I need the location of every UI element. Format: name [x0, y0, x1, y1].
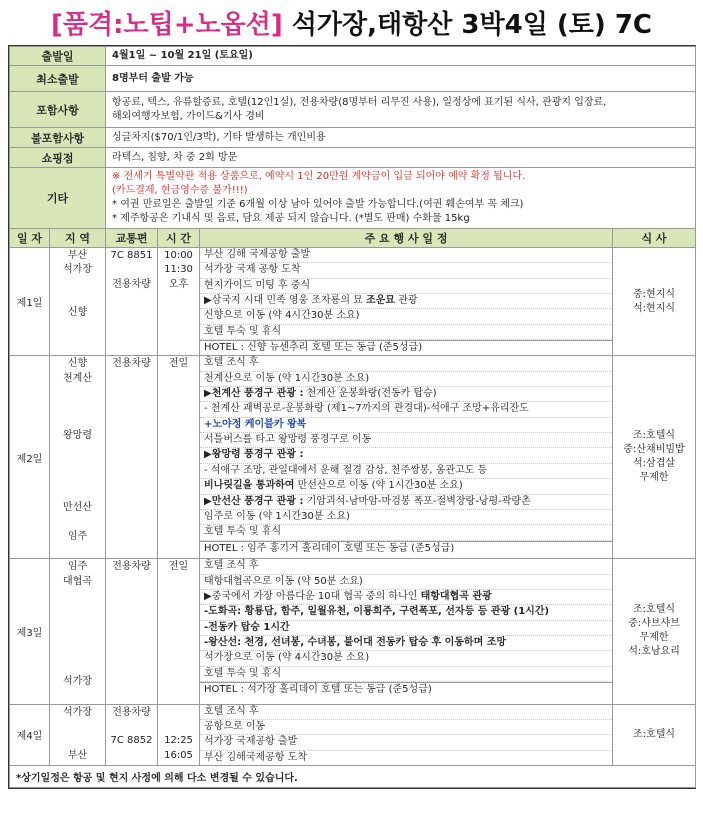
info-line: * 여권 만료일은 출발일 기준 6개월 이상 남아 있어야 출발 가능합니다.(여권 훼손여부 꼭 체크) — [112, 199, 524, 210]
day-region-line: 임주 — [67, 530, 88, 542]
info-line: 라텍스, 침향, 차 중 2회 방문 — [112, 151, 238, 163]
schedule-text: 서틀버스를 타고 왕망령 풍경구로 이동 — [204, 434, 372, 446]
day-region-line: 석가장 — [63, 706, 92, 718]
schedule-line — [200, 667, 612, 682]
day-region-line — [50, 632, 105, 646]
day-meals — [613, 248, 696, 356]
day-time-line: 전일 — [168, 561, 189, 573]
schedule-line — [200, 294, 612, 309]
meal-line: 무제한 — [639, 472, 669, 484]
day-region-line — [50, 544, 105, 558]
day-transport-line — [106, 263, 157, 277]
info-row — [10, 92, 696, 128]
schedule-text: 태항대협곡으로 이동 (약 50분 소요) — [204, 575, 363, 587]
day-transport-line — [106, 306, 157, 320]
schedule-text: 만선산 풍경구 관광 : — [211, 495, 304, 507]
day-label: 제1일 — [10, 248, 50, 356]
schedule-text: 임주로 이동 (약 1시간30분 소요) — [204, 510, 350, 522]
schedule-text: ▶ — [204, 388, 212, 400]
schedule-text: ▶삼국지 시대 민족 영웅 조자룡의 묘 — [204, 295, 367, 307]
info-value — [106, 128, 696, 148]
schedule-text: 관광 — [395, 295, 418, 307]
day-region-line: 부산 — [67, 749, 88, 761]
day-region-line — [50, 335, 105, 349]
schedule-text: 석가장 국제 공항 도착 — [204, 264, 301, 276]
schedule-text: 석가장으로 이동 (약 4시간30분 소요) — [204, 652, 370, 664]
day-region-line — [50, 661, 105, 675]
day-meals — [613, 704, 696, 765]
info-line: * 제주항공은 기내식 및 음료, 담요 제공 되지 않습니다. (*별도 판매) 수화물 15kg — [112, 213, 470, 224]
day-region-line — [50, 278, 105, 292]
schedule-line — [200, 575, 612, 590]
schedule-line — [200, 495, 612, 510]
day-region-line — [50, 515, 105, 529]
schedule-text: 호텔 조식 후 — [204, 560, 259, 572]
day-transport-line: 전용차량 — [112, 358, 151, 370]
title-tag: [품격:노팁+노옵션] — [50, 10, 283, 40]
schedule-text: +노야정 케이블카 왕복 — [204, 418, 307, 430]
schedule-line — [200, 356, 612, 371]
schedule-line — [200, 510, 612, 525]
info-line: 8명부터 출발 가능 — [112, 72, 194, 84]
day-label: 제3일 — [10, 559, 50, 704]
day-time-line: 11:30 — [164, 264, 193, 276]
column-header: 식 사 — [613, 229, 696, 248]
day-transport-line — [106, 321, 157, 335]
schedule-line — [200, 309, 612, 324]
schedule-line — [200, 590, 612, 605]
day-transport-line: 7C 8852 — [110, 735, 153, 747]
info-row — [10, 128, 696, 148]
day-schedule — [200, 704, 613, 765]
meal-line: 조:호텔식 — [633, 430, 676, 442]
schedule-text: 조운묘 — [366, 295, 396, 307]
day-region — [50, 559, 106, 704]
day-region-line — [50, 321, 105, 335]
day-time — [158, 704, 200, 765]
day-time-line — [158, 335, 199, 349]
day-label: 제2일 — [10, 356, 50, 559]
day-label: 제4일 — [10, 704, 50, 765]
schedule-line — [200, 479, 612, 494]
schedule-line — [200, 448, 612, 463]
schedule-line — [200, 325, 612, 340]
meal-line: 중:현지식 — [633, 288, 676, 300]
schedule-line — [200, 621, 612, 636]
schedule-text: 공항으로 이동 — [204, 721, 266, 732]
day-transport-line — [106, 292, 157, 306]
schedule-line — [200, 418, 612, 433]
meal-line: 석:현지식 — [633, 302, 676, 314]
day-region-line — [50, 689, 105, 703]
schedule-text: 호텔 투숙 및 휴식 — [204, 667, 282, 679]
meal-line: 무제한 — [639, 632, 669, 644]
schedule-line — [200, 735, 612, 750]
hotel-line: HOTEL : 석가장 홀리데이 호텔 또는 동급 (준5성급) — [200, 682, 612, 697]
day-row — [10, 356, 696, 559]
schedule-text: - 석애구 조망, 관일대에서 운해 절경 감상, 천주쌍봉, 옹관고도 등 — [204, 464, 488, 476]
hotel-line: HOTEL : 신향 뉴센추리 호텔 또는 동급 (준5성급) — [200, 340, 612, 355]
day-time-line: 12:25 — [164, 735, 193, 747]
schedule-text: 호텔 조식 후 — [204, 357, 259, 369]
info-label: 최소출발 — [10, 66, 106, 92]
day-region-line — [50, 603, 105, 617]
schedule-text: 천계산으로 이동 (약 1시간30분 소요) — [204, 372, 370, 384]
meal-line: 중:샤브샤브 — [628, 618, 680, 630]
day-schedule — [200, 356, 613, 559]
schedule-line — [200, 751, 612, 765]
meal-line: 석:호남요리 — [628, 646, 680, 658]
day-transport-line: 전용차량 — [112, 706, 151, 718]
schedule-text: 천계산 운봉화랑(전동카 탑승) — [303, 388, 437, 400]
day-region-line — [50, 734, 105, 748]
day-region-line — [50, 618, 105, 632]
day-time-line — [158, 306, 199, 320]
day-row — [10, 559, 696, 704]
day-time-line — [158, 321, 199, 335]
column-header: 주 요 행 사 일 정 — [200, 229, 613, 248]
itinerary-table — [8, 45, 696, 789]
schedule-text: 현지가이드 미팅 후 중식 — [204, 279, 311, 291]
info-line: (카드결제, 현금영수증 불가!!!) — [112, 185, 248, 196]
day-time-line — [158, 292, 199, 306]
schedule-text: 비나릿길을 통과하여 — [204, 480, 295, 492]
info-label: 포함사항 — [10, 92, 106, 128]
day-meals — [613, 356, 696, 559]
day-time — [158, 248, 200, 356]
day-region — [50, 704, 106, 765]
info-label: 불포함사항 — [10, 128, 106, 148]
schedule-text: 호텔 투숙 및 휴식 — [204, 325, 282, 337]
meal-line: 석:삼겹살 — [633, 458, 676, 470]
day-schedule — [200, 559, 613, 704]
day-region-line — [50, 400, 105, 414]
schedule-text: ▶ — [204, 495, 212, 507]
info-label: 쇼핑점 — [10, 148, 106, 168]
day-region-line — [50, 443, 105, 457]
column-header: 지 역 — [50, 229, 106, 248]
title-main: 석가장,태항산 3박4일 (토) 7C — [282, 10, 652, 40]
day-transport — [106, 356, 158, 559]
schedule-line — [200, 433, 612, 448]
day-time-line — [158, 720, 199, 734]
schedule-line — [200, 651, 612, 666]
day-transport-line — [106, 720, 157, 734]
day-region-line: 임주 — [67, 561, 88, 573]
day-time-line: 10:00 — [164, 250, 193, 261]
day-region-line — [50, 472, 105, 486]
footer-row — [10, 766, 696, 788]
schedule-text: -왕산선: 천경, 선녀봉, 수녀봉, 불어대 전동카 탑승 후 이동하며 조망 — [204, 636, 507, 648]
schedule-text: ▶중국에서 가장 아름다운 10대 협곡 중의 하나인 — [204, 590, 421, 602]
schedule-text: 부산 김해국제공항 도착 — [204, 751, 307, 763]
day-transport — [106, 559, 158, 704]
schedule-text: -도화곡: 황룡담, 함주, 일월유천, 이룡희주, 구련폭포, 선자등 등 관광 (1시간) — [204, 606, 550, 618]
schedule-line — [200, 559, 612, 574]
day-region-line — [50, 415, 105, 429]
day-transport-line: 전용차량 — [112, 278, 151, 290]
meal-line: 조:호텔식 — [633, 728, 676, 740]
schedule-text: 왕망령 풍경구 관광 : — [211, 449, 304, 461]
day-region-line: 신향 — [67, 307, 88, 319]
info-row — [10, 66, 696, 92]
day-region-line: 대협곡 — [63, 575, 92, 587]
schedule-text: 호텔 조식 후 — [204, 705, 259, 717]
schedule-line — [200, 720, 612, 735]
info-label: 출발일 — [10, 47, 106, 66]
day-row — [10, 704, 696, 765]
day-region-line: 만선산 — [63, 501, 92, 513]
schedule-line — [200, 705, 612, 720]
info-line: 싱글차지($70/1인/3박), 기타 발생하는 개인비용 — [112, 131, 326, 143]
day-transport — [106, 248, 158, 356]
day-time — [158, 356, 200, 559]
day-region-line — [50, 292, 105, 306]
schedule-text: 만선산으로 이동 (약 1시간30분 소요) — [294, 480, 463, 492]
schedule-line — [200, 248, 612, 263]
day-transport-line — [106, 749, 157, 763]
day-schedule — [200, 248, 613, 356]
schedule-table — [9, 46, 696, 788]
schedule-text: 호텔 투숙 및 휴식 — [204, 526, 282, 538]
schedule-line — [200, 263, 612, 278]
schedule-text: -전동카 탑승 1시간 — [204, 621, 290, 633]
day-transport — [106, 704, 158, 765]
info-value — [106, 148, 696, 168]
day-region-line — [50, 589, 105, 603]
schedule-line — [200, 279, 612, 294]
info-row — [10, 148, 696, 168]
info-value — [106, 47, 696, 66]
day-region-line — [50, 458, 105, 472]
day-meals — [613, 559, 696, 704]
footer-note: *상기일정은 항공 및 현지 사정에 의해 다소 변경될 수 있습니다. — [10, 766, 696, 788]
schedule-line — [200, 464, 612, 479]
info-value — [106, 168, 696, 229]
day-region-line: 석가장 — [63, 264, 92, 276]
info-label: 기타 — [10, 168, 106, 229]
info-line: ※ 전세기 특별약관 적용 상품으로, 예약시 1인 20만원 계약금이 입금 되어야 예약 확정 됩니다. — [112, 171, 526, 182]
schedule-text: 기암괴석-남마암-마검봉 폭포-절벽장랑-낭평-곽량촌 — [303, 495, 531, 507]
day-time-line: 오후 — [168, 278, 189, 290]
info-line: 4월1일 ~ 10월 21일 (토요일) — [112, 50, 253, 61]
day-region-line: 천계산 — [63, 372, 92, 384]
day-transport-line: 7C 8851 — [110, 250, 153, 261]
hotel-line: HOTEL : 임주 홍기거 홀리데이 호텔 또는 동급 (준5성급) — [200, 541, 612, 556]
day-region-line — [50, 720, 105, 734]
schedule-text: 부산 김해 국제공항 출발 — [204, 249, 311, 260]
info-row — [10, 47, 696, 66]
schedule-text: 천계산 풍경구 관광 : — [211, 388, 304, 400]
info-value — [106, 92, 696, 128]
schedule-line — [200, 372, 612, 387]
schedule-line — [200, 605, 612, 620]
column-header: 교통편 — [106, 229, 158, 248]
day-time — [158, 559, 200, 704]
info-line: 해외여행자보험, 가이드&기사 경비 — [112, 110, 265, 122]
info-row — [10, 168, 696, 229]
schedule-header — [10, 229, 696, 248]
day-time-line: 16:05 — [164, 749, 193, 761]
schedule-line — [200, 387, 612, 402]
schedule-line — [200, 636, 612, 651]
day-region-line: 신향 — [67, 358, 88, 370]
schedule-text: 석가장 국제공항 출발 — [204, 736, 298, 748]
day-region-line: 석가장 — [63, 675, 92, 687]
day-region-line — [50, 646, 105, 660]
day-region — [50, 248, 106, 356]
column-header: 시 간 — [158, 229, 200, 248]
day-time-line: 전일 — [168, 358, 189, 370]
info-line: 항공료, 텍스, 유류할증료, 호텔(12인1실), 전용차량(8명부터 리무진 사용), 일정상에 표기된 식사, 관광지 입장료, — [112, 96, 607, 108]
schedule-text: 신향으로 이동 (약 4시간30분 소요) — [204, 310, 360, 322]
schedule-line — [200, 525, 612, 540]
schedule-text: ▶ — [204, 449, 212, 461]
day-transport-line — [106, 335, 157, 349]
schedule-text: - 천계산 괘벽공로-운봉화랑 (제1~7까지의 관경대)-석애구 조망+유리잔도 — [204, 403, 529, 415]
day-region-line: 부산 — [67, 250, 88, 261]
day-region — [50, 356, 106, 559]
schedule-text: 태항대협곡 관광 — [420, 590, 492, 602]
info-value — [106, 66, 696, 92]
day-region-line: 왕망령 — [63, 430, 92, 442]
day-time-line — [158, 706, 199, 720]
meal-line: 중:산채비빔밥 — [623, 444, 685, 456]
schedule-line — [200, 402, 612, 417]
day-region-line — [50, 386, 105, 400]
meal-line: 조:호텔식 — [633, 604, 676, 616]
day-transport-line: 전용차량 — [112, 561, 151, 573]
day-region-line — [50, 487, 105, 501]
day-row — [10, 248, 696, 356]
page-title — [0, 4, 703, 41]
column-header: 일 자 — [10, 229, 50, 248]
